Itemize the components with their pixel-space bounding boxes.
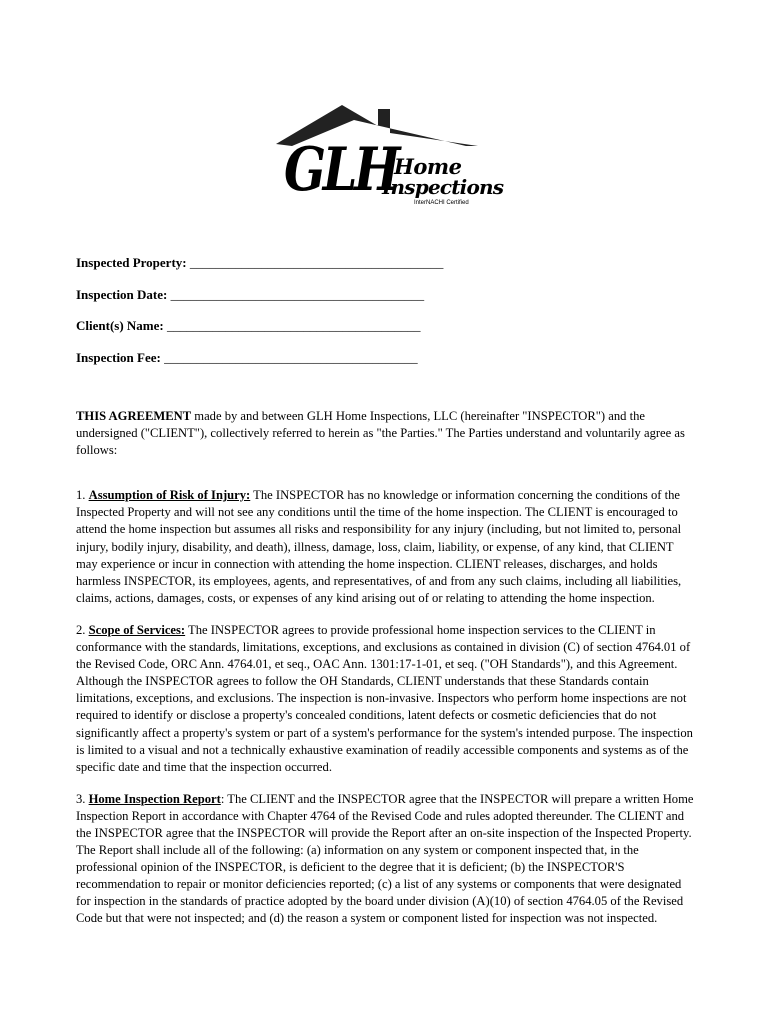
field-label: Inspection Date: bbox=[76, 286, 168, 302]
field-blank-line[interactable]: _______________________________________ bbox=[166, 318, 421, 333]
logo-word-home: Home bbox=[394, 154, 462, 179]
field-label: Client(s) Name: bbox=[76, 318, 164, 333]
section-heading: Home Inspection Report bbox=[88, 791, 221, 806]
agreement-body bbox=[76, 408, 696, 943]
agreement-intro-text: made by and between GLH Home Inspections, LLC (hereinafter "INSPECTOR") and the undersigned ("CLIENT"), collectively referred to herein as "the Parties." The Parties understand and voluntarily agree as follows: bbox=[76, 409, 685, 458]
section-number: 1. bbox=[76, 488, 89, 503]
field-inspection-fee bbox=[76, 349, 696, 381]
field-clients-name bbox=[76, 317, 696, 349]
logo-letters: GLH bbox=[284, 135, 398, 205]
section-text: The INSPECTOR agrees to provide professional home inspection services to the CLIENT in conformance with the standards, limitations, exceptions, and exclusions as contained in division (C) of section 4764.01 of the Revised Code, ORC Ann. 4764.01, et seq., OAC Ann. 1301:17-1-01, et seq. ("OH Standards"), and this Agreement. Although the INSPECTOR agrees to follow the OH Standards, CLIENT understands that these Standards contain limitations, exceptions, and exclusions. The inspection is non-invasive. Inspectors who perform home inspections are not required to identify or disclose a property's concealed conditions, latent defects or cosmetic deficiencies that do not significantly affect a property's system or part of a system's performance for the system's intended purpose. The inspection is limited to a visual and not a technically exhaustive examination of readily accessible components and systems as of the specific date and time that the inspection occurred. bbox=[76, 622, 693, 774]
company-logo bbox=[268, 100, 504, 218]
section-home-inspection-report bbox=[76, 791, 696, 928]
section-text: : The CLIENT and the INSPECTOR agree that the INSPECTOR will prepare a written Home Inspection Report in accordance with Chapter 4764 of the Revised Code and rules adopted thereunder. The CLIENT and the INSPECTOR agree that the INSPECTOR will provide the Report after an on-site inspection of the Inspected Property. The Report shall include all of the following: (a) information on any system or component inspected that, in the professional opinion of the INSPECTOR, is deficient to the degree that it is deficient; (b) the INSPECTOR'S recommendation to repair or monitor deficiencies reported; (c) a list of any systems or components that were designated for inspection in the standards of practice adopted by the board under division (A)(10) of section 4764.05 of the Revised Code but that were not inspected; and (d) the reason a system or component listed for inspection was not inspected. bbox=[76, 791, 694, 926]
field-inspection-date bbox=[76, 286, 696, 318]
field-blank-line[interactable]: _______________________________________ bbox=[164, 349, 418, 365]
section-assumption-of-risk bbox=[76, 487, 696, 607]
field-label: Inspection Fee: bbox=[76, 349, 161, 365]
section-number: 2. bbox=[76, 622, 89, 637]
section-heading: Scope of Services: bbox=[88, 622, 186, 637]
header-fields bbox=[76, 254, 696, 380]
section-heading: Assumption of Risk of Injury: bbox=[88, 488, 251, 503]
field-label: Inspected Property: bbox=[76, 255, 187, 270]
logo-word-inspections: Inspections bbox=[382, 175, 504, 199]
section-text: The INSPECTOR has no knowledge or information concerning the conditions of the Inspected Property and will not see any conditions until the time of the home inspection. The CLIENT is encouraged to attend the home inspection but assumes all risks and responsibility for any injury (including, but not limited to, personal injury, bodily injury, disability, and death), illness, damage, loss, claim, liability, or expense, of any kind, that CLIENT may experience or incur in connection with attending the home inspection. CLIENT releases, discharges, and holds harmless INSPECTOR, its employees, agents, and representatives, of and from any such claims, including all liabilities, claims, actions, damages, costs, or expenses of any kind arising out of or relating to attending the home inspection. bbox=[76, 488, 682, 605]
section-number: 3. bbox=[76, 791, 89, 806]
agreement-intro bbox=[76, 408, 696, 459]
logo-tagline: InterNACHI Certified bbox=[414, 200, 469, 206]
section-scope-of-services bbox=[76, 622, 696, 776]
agreement-lead: THIS AGREEMENT bbox=[76, 409, 192, 423]
field-blank-line[interactable]: _______________________________________ bbox=[170, 286, 425, 302]
field-inspected-property bbox=[76, 254, 696, 286]
field-blank-line[interactable]: _______________________________________ bbox=[189, 255, 444, 270]
